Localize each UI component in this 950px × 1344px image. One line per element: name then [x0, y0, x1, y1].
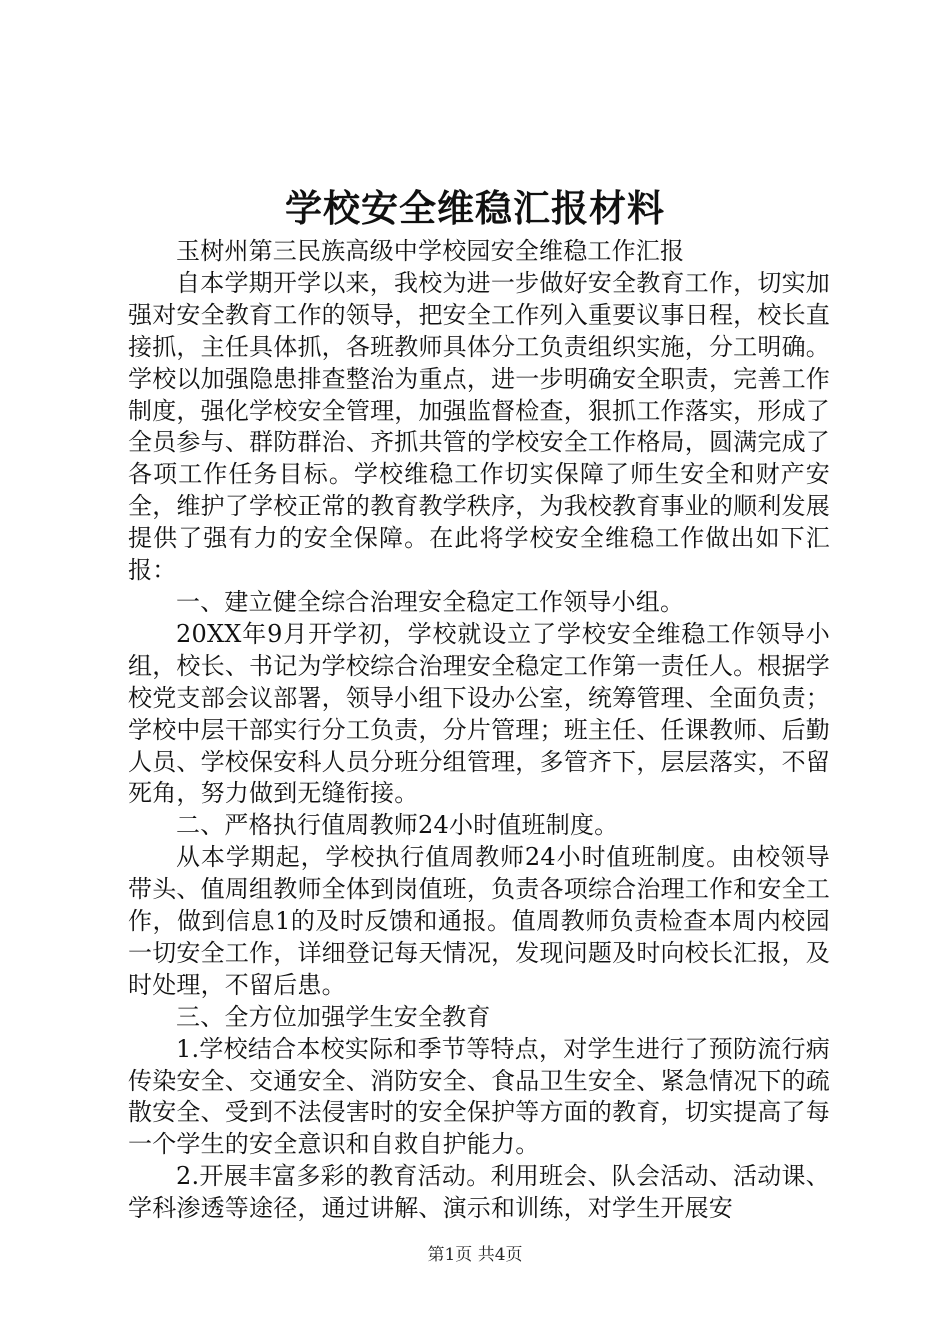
section-heading-3: 三、全方位加强学生安全教育: [176, 1002, 491, 1031]
section-heading-1: 一、建立健全综合治理安全稳定工作领导小组。: [176, 587, 685, 616]
page-footer: 第1页 共4页: [427, 1245, 523, 1265]
paragraph-item-2: 2.开展丰富多彩的教育活动。利用班会、队会活动、活动课、学科渗透等途径，通过讲解、演示和训练，对学生开展安: [128, 1162, 830, 1223]
document-title: 学校安全维稳汇报材料: [285, 186, 665, 230]
paragraph-subtitle: 玉树州第三民族高级中学校园安全维稳工作汇报: [176, 237, 685, 265]
document-body: [128, 236, 830, 1225]
paragraph-section-2: 从本学期起，学校执行值周教师24小时值班制度。由校领导带头、值周组教师全体到岗值班，负责各项综合治理工作和安全工作，做到信息1的及时反馈和通报。值周教师负责检查本周内校园一切安全工作，详细登记每天情况，发现问题及时向校长汇报，及时处理，不留后患。: [128, 843, 830, 999]
paragraph-item-1: 1.学校结合本校实际和季节等特点，对学生进行了预防流行病传染安全、交通安全、消防安全、食品卫生安全、紧急情况下的疏散安全、受到不法侵害时的安全保护等方面的教育，切实提高了每一个学生的安全意识和自救自护能力。: [128, 1034, 830, 1159]
paragraph-section-1: 20XX年9月开学初，学校就设立了学校安全维稳工作领导小组，校长、书记为学校综合治理安全稳定工作第一责任人。根据学校党支部会议部署，领导小组下设办公室，统筹管理、全面负责；学校中层干部实行分工负责，分片管理；班主任、任课教师、后勤人员、学校保安科人员分班分组管理，多管齐下，层层落实，不留死角，努力做到无缝衔接。: [128, 619, 830, 808]
section-heading-2: 二、严格执行值周教师24小时值班制度。: [176, 811, 619, 840]
paragraph-intro: 自本学期开学以来，我校为进一步做好安全教育工作，切实加强对安全教育工作的领导，把安全工作列入重要议事日程，校长直接抓，主任具体抓，各班教师具体分工负责组织实施，分工明确。学校以加强隐患排查整治为重点，进一步明确安全职责，完善工作制度，强化学校安全管理，加强监督检查，狠抓工作落实，形成了全员参与、群防群治、齐抓共管的学校安全工作格局，圆满完成了各项工作任务目标。学校维稳工作切实保障了师生安全和财产安全，维护了学校正常的教育教学秩序，为我校教育事业的顺利发展提供了强有力的安全保障。在此将学校安全维稳工作做出如下汇报：: [128, 268, 830, 585]
